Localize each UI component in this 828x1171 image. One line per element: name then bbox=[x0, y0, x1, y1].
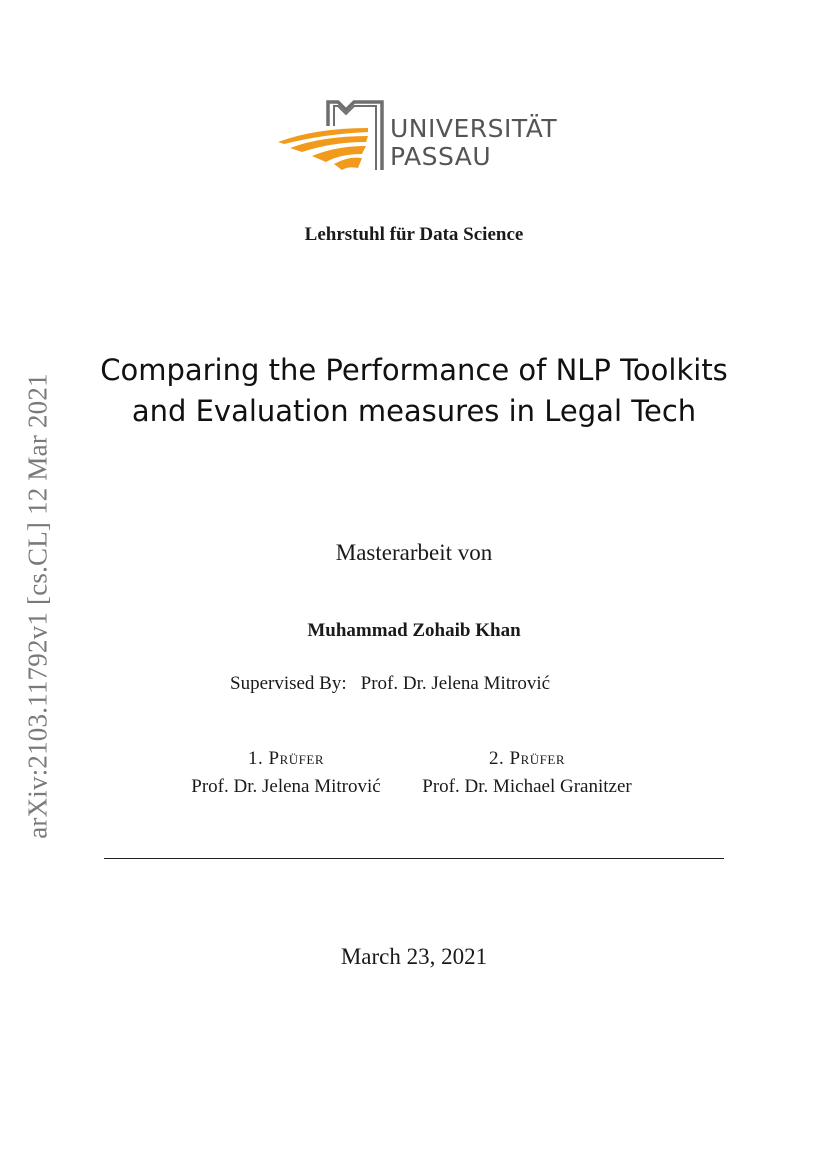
logo-text-passau: PASSAU bbox=[390, 142, 492, 171]
supervision-label: Supervised By: bbox=[230, 673, 347, 694]
thesis-title-line-2: and Evaluation measures in Legal Tech bbox=[131, 394, 697, 428]
examiner-2-name: Prof. Dr. Michael Granitzer bbox=[422, 776, 632, 797]
thesis-type: Masterarbeit von bbox=[335, 540, 493, 565]
supervision bbox=[230, 673, 550, 695]
logo-emblem-icon bbox=[276, 96, 388, 176]
supervisor-name: Prof. Dr. Jelena Mitrović bbox=[360, 673, 551, 694]
examiner-1 bbox=[170, 748, 402, 798]
chair-name: Lehrstuhl für Data Science bbox=[304, 224, 524, 245]
university-logo bbox=[276, 96, 556, 176]
thesis-title bbox=[80, 350, 748, 432]
logo-text-universitaet: UNIVERSITÄT bbox=[390, 114, 558, 143]
author-name: Muhammad Zohaib Khan bbox=[307, 620, 521, 641]
examiner-2 bbox=[404, 748, 650, 798]
thesis-title-line-1: Comparing the Performance of NLP Toolkits bbox=[100, 353, 728, 387]
horizontal-rule bbox=[104, 858, 724, 859]
examiner-1-name: Prof. Dr. Jelena Mitrović bbox=[191, 776, 381, 797]
examiner-2-role: 2. Prüfer bbox=[489, 748, 565, 769]
submission-date: March 23, 2021 bbox=[340, 944, 488, 969]
examiner-1-role: 1. Prüfer bbox=[248, 748, 324, 769]
arxiv-identifier: arXiv:2103.11792v1 [cs.CL] 12 Mar 2021 bbox=[22, 373, 53, 839]
arxiv-stamp bbox=[16, 363, 60, 849]
